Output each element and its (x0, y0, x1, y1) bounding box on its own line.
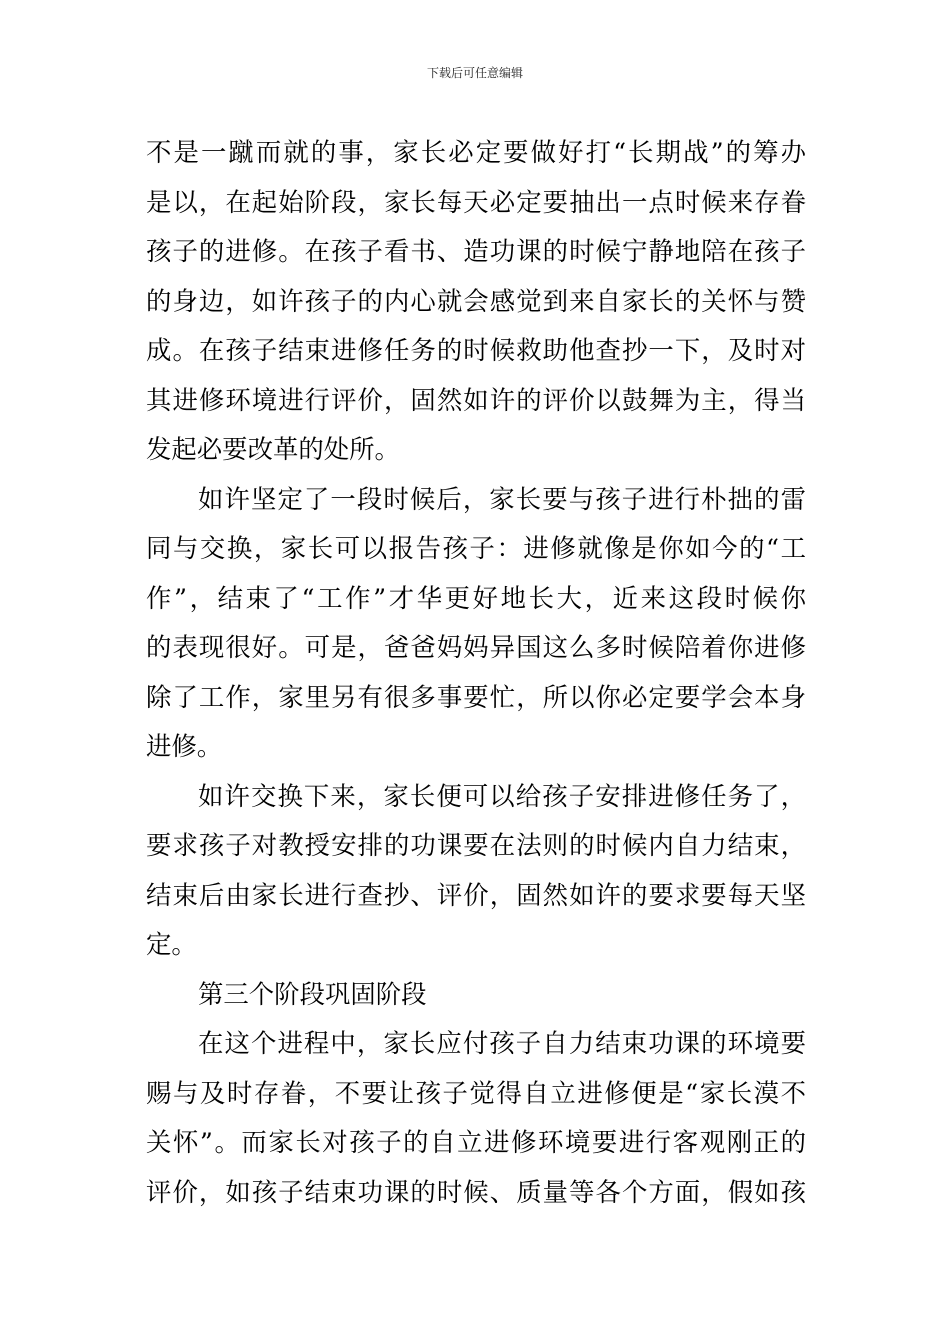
text-line: 孩子的进修。在孩子看书、造功课的时候宁静地陪在孩子 (146, 236, 806, 266)
section-heading: 第三个阶段巩固阶段 (198, 978, 427, 1009)
text-line: 同与交换，家长可以报告孩子：进修就像是你如今的“工 (146, 533, 806, 563)
text-line: 其进修环境进行评价，固然如许的评价以鼓舞为主，得当 (146, 384, 806, 415)
text-line: 不是一蹴而就的事，家长必定要做好打“长期战”的筹办 (146, 137, 806, 167)
text-line: 进修。 (146, 731, 223, 761)
text-line: 是以，在起始阶段，家长每天必定要抽出一点时候来存眷 (146, 186, 806, 217)
text-line: 关怀”。而家长对孩子的自立进修环境要进行客观刚正的 (146, 1127, 806, 1157)
text-line-indented: 在这个进程中，家长应付孩子自力结束功课的环境要 (198, 1028, 806, 1058)
text-line: 的身边，如许孩子的内心就会感觉到来自家长的关怀与赞 (146, 285, 806, 316)
text-line: 发起必要改革的处所。 (146, 434, 400, 464)
text-line: 结束后由家长进行查抄、评价，固然如许的要求要每天坚 (146, 879, 806, 910)
text-line: 除了工作，家里另有很多事要忙，所以你必定要学会本身 (146, 681, 806, 712)
text-line: 的表现很好。可是，爸爸妈妈异国这么多时候陪着你进修 (146, 632, 806, 662)
text-line: 作”，结束了“工作”才华更好地长大，近来这段时候你 (146, 582, 806, 613)
text-line: 成。在孩子结束进修任务的时候救助他查抄一下，及时对 (146, 335, 806, 365)
text-line-indented: 如许坚定了一段时候后，家长要与孩子进行朴拙的雷 (198, 483, 806, 514)
text-line: 定。 (146, 929, 197, 959)
text-line: 评价，如孩子结束功课的时候、质量等各个方面，假如孩 (146, 1176, 806, 1207)
text-line: 赐与及时存眷，不要让孩子觉得自立进修便是“家长漠不 (146, 1077, 806, 1108)
document-body (146, 128, 806, 1217)
page-header-note: 下载后可任意编辑 (426, 66, 523, 80)
text-line-indented: 如许交换下来，家长便可以给孩子安排进修任务了， (198, 780, 806, 811)
text-line: 要求孩子对教授安排的功课要在法则的时候内自力结束， (146, 830, 806, 860)
